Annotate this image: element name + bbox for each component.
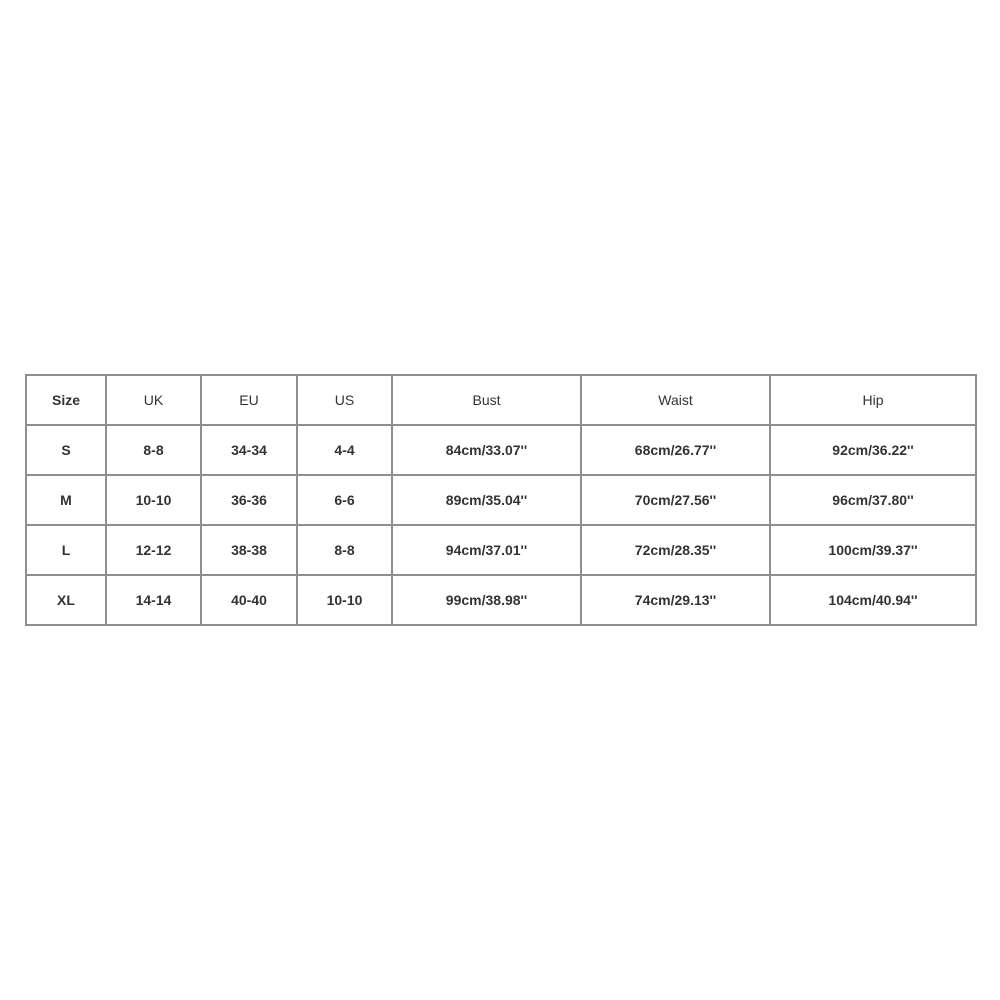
table-row [26, 575, 976, 625]
table-row [26, 475, 976, 525]
cell-hip: 100cm/39.37'' [770, 525, 976, 575]
table-header-row [26, 375, 976, 425]
header-eu: EU [201, 375, 297, 425]
cell-bust: 84cm/33.07'' [392, 425, 581, 475]
header-uk: UK [106, 375, 201, 425]
cell-eu: 34-34 [201, 425, 297, 475]
cell-size: M [26, 475, 106, 525]
cell-uk: 8-8 [106, 425, 201, 475]
cell-waist: 70cm/27.56'' [581, 475, 770, 525]
cell-waist: 72cm/28.35'' [581, 525, 770, 575]
cell-bust: 89cm/35.04'' [392, 475, 581, 525]
cell-waist: 74cm/29.13'' [581, 575, 770, 625]
cell-bust: 99cm/38.98'' [392, 575, 581, 625]
cell-uk: 12-12 [106, 525, 201, 575]
cell-hip: 104cm/40.94'' [770, 575, 976, 625]
cell-waist: 68cm/26.77'' [581, 425, 770, 475]
cell-eu: 36-36 [201, 475, 297, 525]
cell-hip: 96cm/37.80'' [770, 475, 976, 525]
table-row [26, 425, 976, 475]
cell-uk: 10-10 [106, 475, 201, 525]
cell-uk: 14-14 [106, 575, 201, 625]
cell-us: 8-8 [297, 525, 392, 575]
cell-size: L [26, 525, 106, 575]
cell-us: 10-10 [297, 575, 392, 625]
header-size: Size [26, 375, 106, 425]
cell-eu: 40-40 [201, 575, 297, 625]
table-row [26, 525, 976, 575]
header-waist: Waist [581, 375, 770, 425]
cell-us: 4-4 [297, 425, 392, 475]
cell-eu: 38-38 [201, 525, 297, 575]
cell-us: 6-6 [297, 475, 392, 525]
header-hip: Hip [770, 375, 976, 425]
size-chart-table [25, 374, 977, 626]
header-bust: Bust [392, 375, 581, 425]
header-us: US [297, 375, 392, 425]
cell-bust: 94cm/37.01'' [392, 525, 581, 575]
cell-size: XL [26, 575, 106, 625]
cell-size: S [26, 425, 106, 475]
cell-hip: 92cm/36.22'' [770, 425, 976, 475]
